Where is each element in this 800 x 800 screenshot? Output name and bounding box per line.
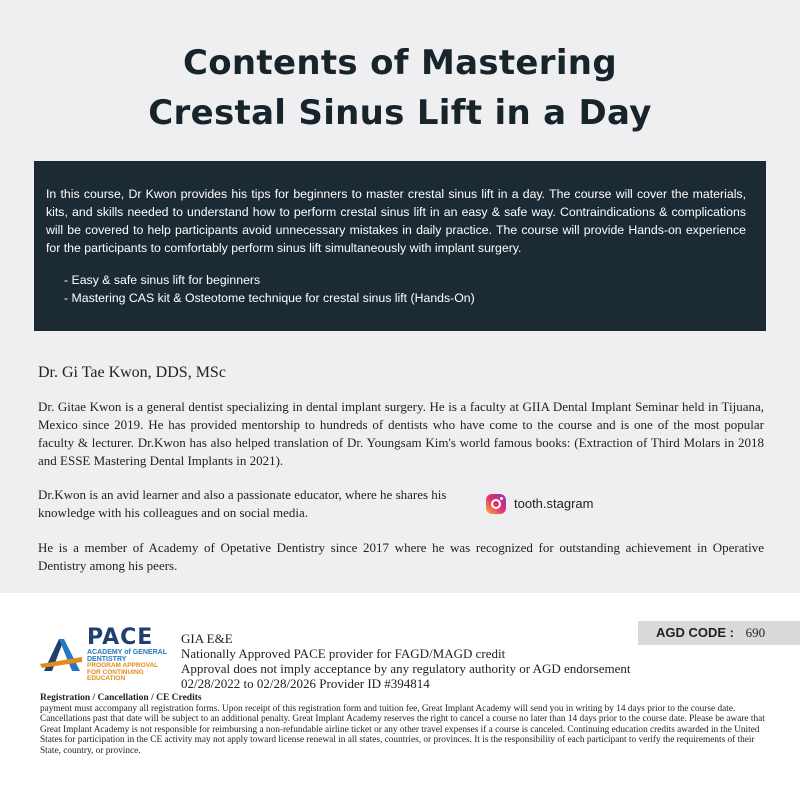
bio-paragraph-1: Dr. Gitae Kwon is a general dentist specializing in dental implant surgery. He is a faculty at GIIA Dental Implant Seminar held in Tijuana, Mexico since 2019. He has provided mentorship to hundreds of dentists who have come to the course and is one of the most popular faculty & lecturer. Dr.Kwon has also helped translation of Dr. Youngsam Kim's world famous books: (Extraction of Third Molars in 2018 and ESSE Mastering Dental Implants in 2021). bbox=[38, 399, 764, 468]
pace-logo-name: PACE bbox=[87, 625, 154, 650]
course-description-box bbox=[34, 161, 766, 331]
policy-heading: Registration / Cancellation / CE Credits bbox=[40, 693, 202, 703]
provider-line: GIA E&E bbox=[181, 631, 233, 646]
pace-logo bbox=[40, 625, 170, 682]
bio-paragraph-2: Dr.Kwon is an avid learner and also a passionate educator, where he shares his knowledge with his colleagues and on social media. bbox=[38, 487, 447, 520]
policy-section bbox=[40, 693, 765, 756]
instagram-icon bbox=[486, 494, 506, 514]
instagram-handle: tooth.stagram bbox=[514, 496, 594, 511]
bio-social-row bbox=[38, 486, 764, 522]
course-bullets bbox=[46, 271, 746, 307]
provider-line: 02/28/2022 to 02/28/2026 Provider ID #394814 bbox=[181, 676, 430, 691]
bio-paragraph-3: He is a member of Academy of Opetative Dentistry since 2017 where he was recognized for outstanding achievement in Operative Dentistry among his peers. bbox=[38, 540, 764, 573]
agd-code-label: AGD CODE : bbox=[656, 625, 734, 640]
footer-panel bbox=[0, 593, 800, 800]
bullet-item: - Easy & safe sinus lift for beginners bbox=[64, 271, 746, 289]
title-line-2: Crestal Sinus Lift in a Day bbox=[148, 93, 652, 133]
bullet-item: - Mastering CAS kit & Osteotome technique for crestal sinus lift (Hands-On) bbox=[64, 289, 746, 307]
page-title bbox=[0, 38, 800, 138]
course-intro: In this course, Dr Kwon provides his tips for beginners to master crestal sinus lift in a day. The course will cover the materials, kits, and skills needed to understand how to perform crestal sinus lift in an easy & safe way. Contraindications & complications will be covered to help participants avoid unnecessary mistakes in daily practice. The course will provide Hands-on experience for the participants to comfortably perform sinus lift simultaneously with implant surgery. bbox=[46, 187, 746, 255]
provider-line: Nationally Approved PACE provider for FAGD/MAGD credit bbox=[181, 646, 506, 661]
agd-code-badge bbox=[638, 621, 800, 645]
instructor-bio bbox=[38, 364, 764, 575]
policy-text-1: payment must accompany all registration forms. Upon receipt of this registration form and tuition fee, Great Implant Academy will send you in writing by 14 days prior to the course date. bbox=[40, 703, 736, 714]
title-line-1: Contents of Mastering bbox=[183, 43, 617, 83]
instructor-name: Dr. Gi Tae Kwon, DDS, MSc bbox=[38, 364, 226, 381]
pace-logo-sub1: ACADEMY of GENERAL DENTISTRY bbox=[87, 649, 167, 663]
pace-logo-mark-icon bbox=[40, 637, 82, 671]
instagram-link[interactable] bbox=[486, 494, 594, 514]
policy-text-2: Cancellations past that date will be subject to an additional penalty. Great Implant Academy reserves the right to cancel a course no later than 14 days prior to the course date. Please be aware that Great Implant Academy is not responsible for reimbursing a non-refundable airline ticket or any other travel expenses if a course is canceled. Continuing education credits awarded in the United States for participation in the CE activity may not apply toward license renewal in all states, countries, or provinces. It is the responsibility of each participant to verify the requirements of their State, country, or province. bbox=[40, 714, 765, 756]
agd-code-value: 690 bbox=[745, 625, 766, 640]
pace-logo-sub2: PROGRAM APPROVAL FOR CONTINUING EDUCATION bbox=[87, 662, 159, 682]
provider-line: Approval does not imply acceptance by any regulatory authority or AGD endorsement bbox=[181, 661, 631, 676]
provider-info bbox=[181, 631, 630, 691]
